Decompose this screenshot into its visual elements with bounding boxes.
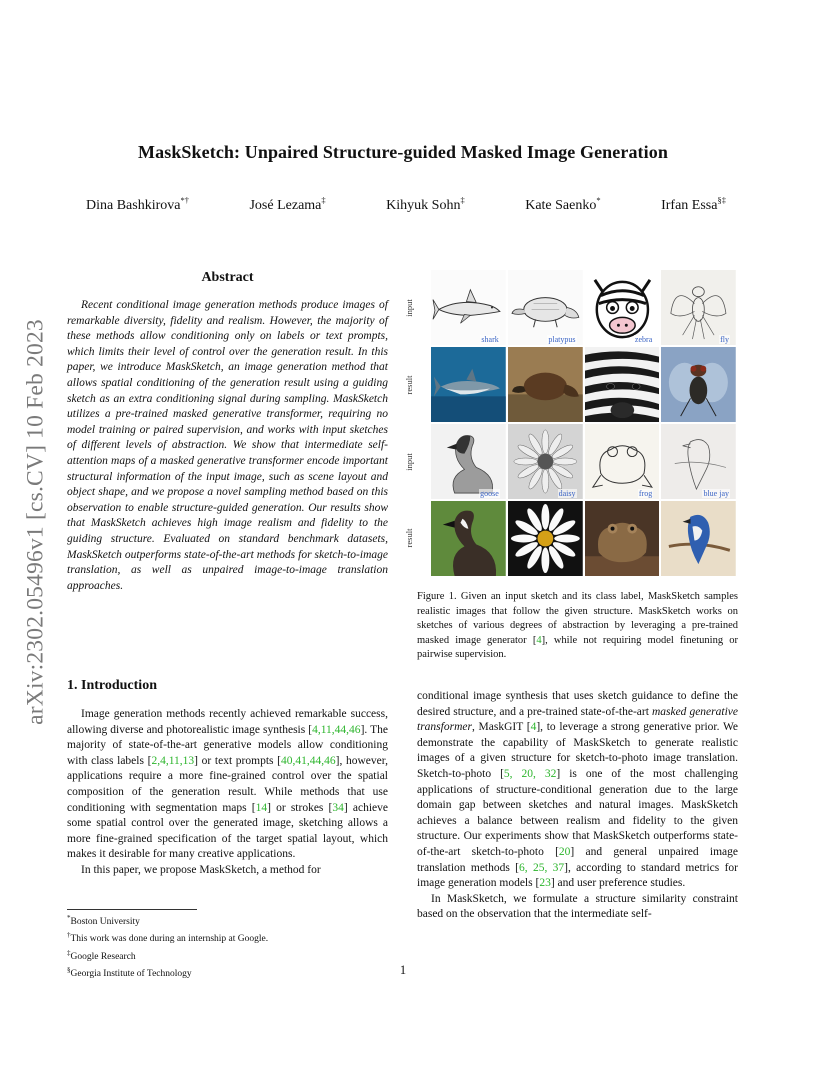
daisy-result-image — [508, 501, 583, 576]
footnote-divider — [67, 909, 197, 910]
citation-link[interactable]: 40,41,44,46 — [281, 754, 336, 767]
figure-image-grid — [431, 270, 736, 576]
citation-link[interactable]: 4,11,44,46 — [312, 723, 361, 736]
figure-1: input result input result shark platypus zebra fly goose daisy frog blue jay — [417, 270, 738, 576]
class-label: platypus — [548, 335, 576, 344]
intro-paragraph: Image generation methods recently achieved remarkable success, allowing diverse and photorealistic image synthesis [4,11,44,46]. The majority of state-of-the-art generative models allow conditioning with class labels [2,4,11,13] or text prompts [40,41,44,46], however, applications require a more fine-grained control over the spatial composition of the generation result. While methods that use conditioning with segmentation maps [14] or strokes [34] achieve some spatial control over the generated image, sketching allows a more fine-grained specification of the target spatial layout, which makes it desirable for many creative applications. — [67, 708, 389, 861]
zebra-result-image — [585, 347, 660, 422]
platypus-sketch-image — [508, 270, 583, 345]
author-list — [86, 195, 726, 214]
introduction-heading: 1. Introduction — [67, 678, 157, 693]
blue-jay-sketch-image — [661, 424, 736, 499]
goose-result-image — [431, 501, 506, 576]
abstract-body — [67, 298, 388, 594]
citation-link[interactable]: 20 — [558, 845, 571, 858]
daisy-sketch-image — [508, 424, 583, 499]
fly-result-image — [661, 347, 736, 422]
class-label: shark — [481, 335, 499, 344]
class-label: goose — [480, 489, 499, 498]
platypus-result-image — [508, 347, 583, 422]
author: Kate Saenko* — [525, 195, 601, 213]
fly-sketch-image — [661, 270, 736, 345]
footnote: ‡Google Research — [67, 948, 136, 962]
author: Irfan Essa§‡ — [661, 195, 726, 213]
abstract-heading: Abstract — [201, 270, 254, 285]
paper-title: MaskSketch: Unpaired Structure-guided Masked Image Generation — [138, 142, 668, 162]
citation-link[interactable]: 4 — [530, 721, 537, 734]
body-paragraph: In MaskSketch, we formulate a structure similarity constraint based on the observation that the intermediate self- — [417, 892, 738, 921]
citation-link[interactable]: 2,4,11,13 — [151, 754, 195, 767]
class-label: blue jay — [703, 489, 729, 498]
goose-sketch-image — [431, 424, 506, 499]
citation-link[interactable]: 5, 20, 32 — [503, 767, 557, 780]
footnote: *Boston University — [67, 914, 140, 927]
class-label: fly — [720, 335, 729, 344]
author: Kihyuk Sohn‡ — [386, 195, 465, 213]
shark-sketch-image — [431, 270, 506, 345]
abstract-text: Recent conditional image generation methods produce images of remarkable diversity, fidelity and realism. However, the majority of these methods allow conditioning only on labels or text prompts, which limits their level of control over the generation result. In this paper, we introduce MaskSketch, an image generation method that allows spatial conditioning of the generation result using a guiding sketch as an extra conditioning signal during sampling. MaskSketch utilizes a pre-trained masked generative transformer, requiring no model training or paired supervision, and works with input sketches of different levels of abstraction. We show that intermediate self-attention maps of a masked generative transformer encode important structural information of the input image, such as scene layout and object shape, and we propose a novel sampling method based on this observation to enable structure-guided generation. Our results show that MaskSketch achieves high image realism and fidelity to the guiding structure. Evaluated on standard benchmark datasets, MaskSketch outperforms state-of-the-art methods for sketch-to-image translation, as well as unpaired image-to-image translation approaches. — [67, 299, 388, 592]
body-paragraph: conditional image synthesis that uses sketch guidance to define the desired structure, and a pre-trained state-of-the-art masked generative transformer, MaskGIT [4], to leverage a strong generative prior. We demonstrate the capability of MaskSketch to generate realistic images of a given structure for sketch-to-photo image translation. Sketch-to-photo [5, 20, 32] is one of the most challenging applications of structure-conditional generation due to the large domain gap between sketches and natural images. MaskSketch achieves a balance between realism and fidelity to the given structure. Our experiments show that MaskSketch outperforms state-of-the-art sketch-to-photo [20] and general unpaired image translation methods [6, 25, 37], according to standard metrics for image generation models [23] and user preference studies. — [417, 690, 739, 890]
right-column-body — [417, 689, 738, 923]
shark-result-image — [431, 347, 506, 422]
citation-link[interactable]: 14 — [255, 801, 268, 814]
author: Dina Bashkirova*† — [86, 195, 189, 213]
zebra-sketch-image — [585, 270, 660, 345]
footnote: †This work was done during an internship at Google. — [67, 931, 269, 945]
footnote: §Georgia Institute of Technology — [67, 966, 192, 980]
citation-link[interactable]: 4 — [536, 634, 542, 646]
figure-caption: Figure 1. Given an input sketch and its class label, MaskSketch samples realistic images that follow the given structure. MaskSketch works on sketches of various degrees of abstraction by leveraging a pre-trained masked image generator [4], while not requiring model finetuning or pairwise supervision. — [417, 591, 738, 661]
class-label: zebra — [634, 335, 653, 344]
class-label: frog — [638, 489, 653, 498]
citation-link[interactable]: 23 — [539, 877, 551, 890]
arxiv-id: arXiv:2302.05496v1 [cs.CV] 10 Feb 2023 — [22, 319, 49, 725]
class-label: daisy — [558, 489, 576, 498]
frog-sketch-image — [585, 424, 660, 499]
citation-link[interactable]: 34 — [332, 801, 344, 814]
page-number: 1 — [399, 963, 407, 977]
introduction-body — [67, 707, 388, 879]
author: José Lezama‡ — [249, 195, 326, 213]
blue-jay-result-image — [661, 501, 736, 576]
citation-link[interactable]: 6, 25, 37 — [519, 861, 565, 874]
intro-paragraph: In this paper, we propose MaskSketch, a method for — [81, 863, 321, 876]
frog-result-image — [585, 501, 660, 576]
